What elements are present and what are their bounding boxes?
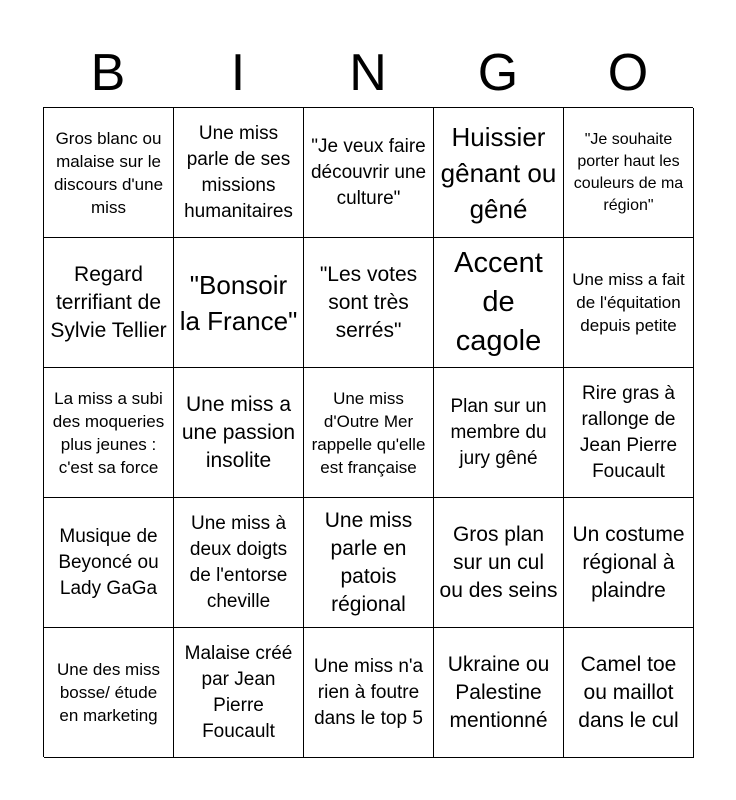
bingo-cell-r4-c5[interactable] — [564, 498, 694, 628]
cell-text: "Bonsoir la France" — [179, 269, 298, 336]
cell-text: Gros plan sur un cul ou des seins — [439, 522, 558, 602]
header-letter-o: O — [607, 44, 649, 102]
cell-text: Une des miss bosse/ étude en marketing — [57, 660, 160, 725]
cell-text: Une miss a une passion insolite — [181, 392, 296, 472]
bingo-cell-r1-c1[interactable] — [44, 108, 174, 238]
cell-text: "Je souhaite porter haut les couleurs de ma région" — [573, 130, 684, 214]
cell-text: La miss a subi des moqueries plus jeunes : c'est sa force — [52, 388, 165, 477]
cell-text: Une miss parle de ses missions humanitaires — [184, 122, 293, 222]
cell-text: Camel toe ou maillot dans le cul — [578, 652, 679, 732]
bingo-cell-r4-c3[interactable] — [304, 498, 434, 628]
cell-text: Musique de Beyoncé ou Lady GaGa — [58, 525, 159, 599]
cell-text: Malaise créé par Jean Pierre Foucault — [184, 642, 293, 742]
bingo-cell-r4-c2[interactable] — [174, 498, 304, 628]
header-letter-n: N — [349, 44, 387, 102]
bingo-cell-r2-c2[interactable] — [174, 238, 304, 368]
bingo-cell-r2-c3[interactable] — [304, 238, 434, 368]
bingo-cell-r2-c4[interactable] — [434, 238, 564, 368]
cell-text: "Les votes sont très serrés" — [319, 262, 418, 342]
bingo-cell-r3-c5[interactable] — [564, 368, 694, 498]
cell-text: Gros blanc ou malaise sur le discours d'une miss — [53, 128, 164, 217]
header-letter-i: I — [230, 44, 246, 102]
cell-text: Une miss n'a rien à foutre dans le top 5 — [313, 655, 424, 729]
bingo-cell-r2-c5[interactable] — [564, 238, 694, 368]
cell-text: Rire gras à rallonge de Jean Pierre Foucault — [579, 382, 678, 482]
bingo-cell-r5-c1[interactable] — [44, 628, 174, 758]
bingo-cell-r5-c4[interactable] — [434, 628, 564, 758]
cell-text: Plan sur un membre du jury gêné — [450, 395, 547, 469]
cell-text: Une miss à deux doigts de l'entorse cheville — [189, 512, 288, 612]
bingo-board — [43, 107, 693, 757]
bingo-cell-r3-c1[interactable] — [44, 368, 174, 498]
cell-text: Regard terrifiant de Sylvie Tellier — [50, 262, 167, 342]
header-letter-b: B — [90, 44, 126, 102]
bingo-cell-r1-c3[interactable] — [304, 108, 434, 238]
bingo-cell-r5-c2[interactable] — [174, 628, 304, 758]
bingo-cell-r4-c1[interactable] — [44, 498, 174, 628]
bingo-cell-r3-c3[interactable] — [304, 368, 434, 498]
cell-text: Une miss a fait de l'équitation depuis petite — [572, 270, 685, 335]
cell-text: "Je veux faire découvrir une culture" — [310, 135, 427, 209]
bingo-cell-r5-c3[interactable] — [304, 628, 434, 758]
cell-text: Huissier gênant ou gêné — [440, 121, 557, 224]
bingo-cell-r5-c5[interactable] — [564, 628, 694, 758]
bingo-cell-r1-c5[interactable] — [564, 108, 694, 238]
header-letter-g: G — [477, 44, 519, 102]
cell-text: Une miss d'Outre Mer rappelle qu'elle est française — [311, 388, 426, 477]
bingo-cell-r4-c4[interactable] — [434, 498, 564, 628]
cell-text: Ukraine ou Palestine mentionné — [447, 652, 550, 732]
bingo-header — [43, 40, 693, 106]
cell-text: Un costume régional à plaindre — [572, 522, 685, 602]
bingo-cell-r1-c2[interactable] — [174, 108, 304, 238]
bingo-cell-r1-c4[interactable] — [434, 108, 564, 238]
bingo-cell-r2-c1[interactable] — [44, 238, 174, 368]
cell-text: Une miss parle en patois régional — [324, 508, 413, 616]
cell-text: Accent de cagole — [454, 247, 543, 357]
bingo-cell-r3-c2[interactable] — [174, 368, 304, 498]
bingo-cell-r3-c4[interactable] — [434, 368, 564, 498]
